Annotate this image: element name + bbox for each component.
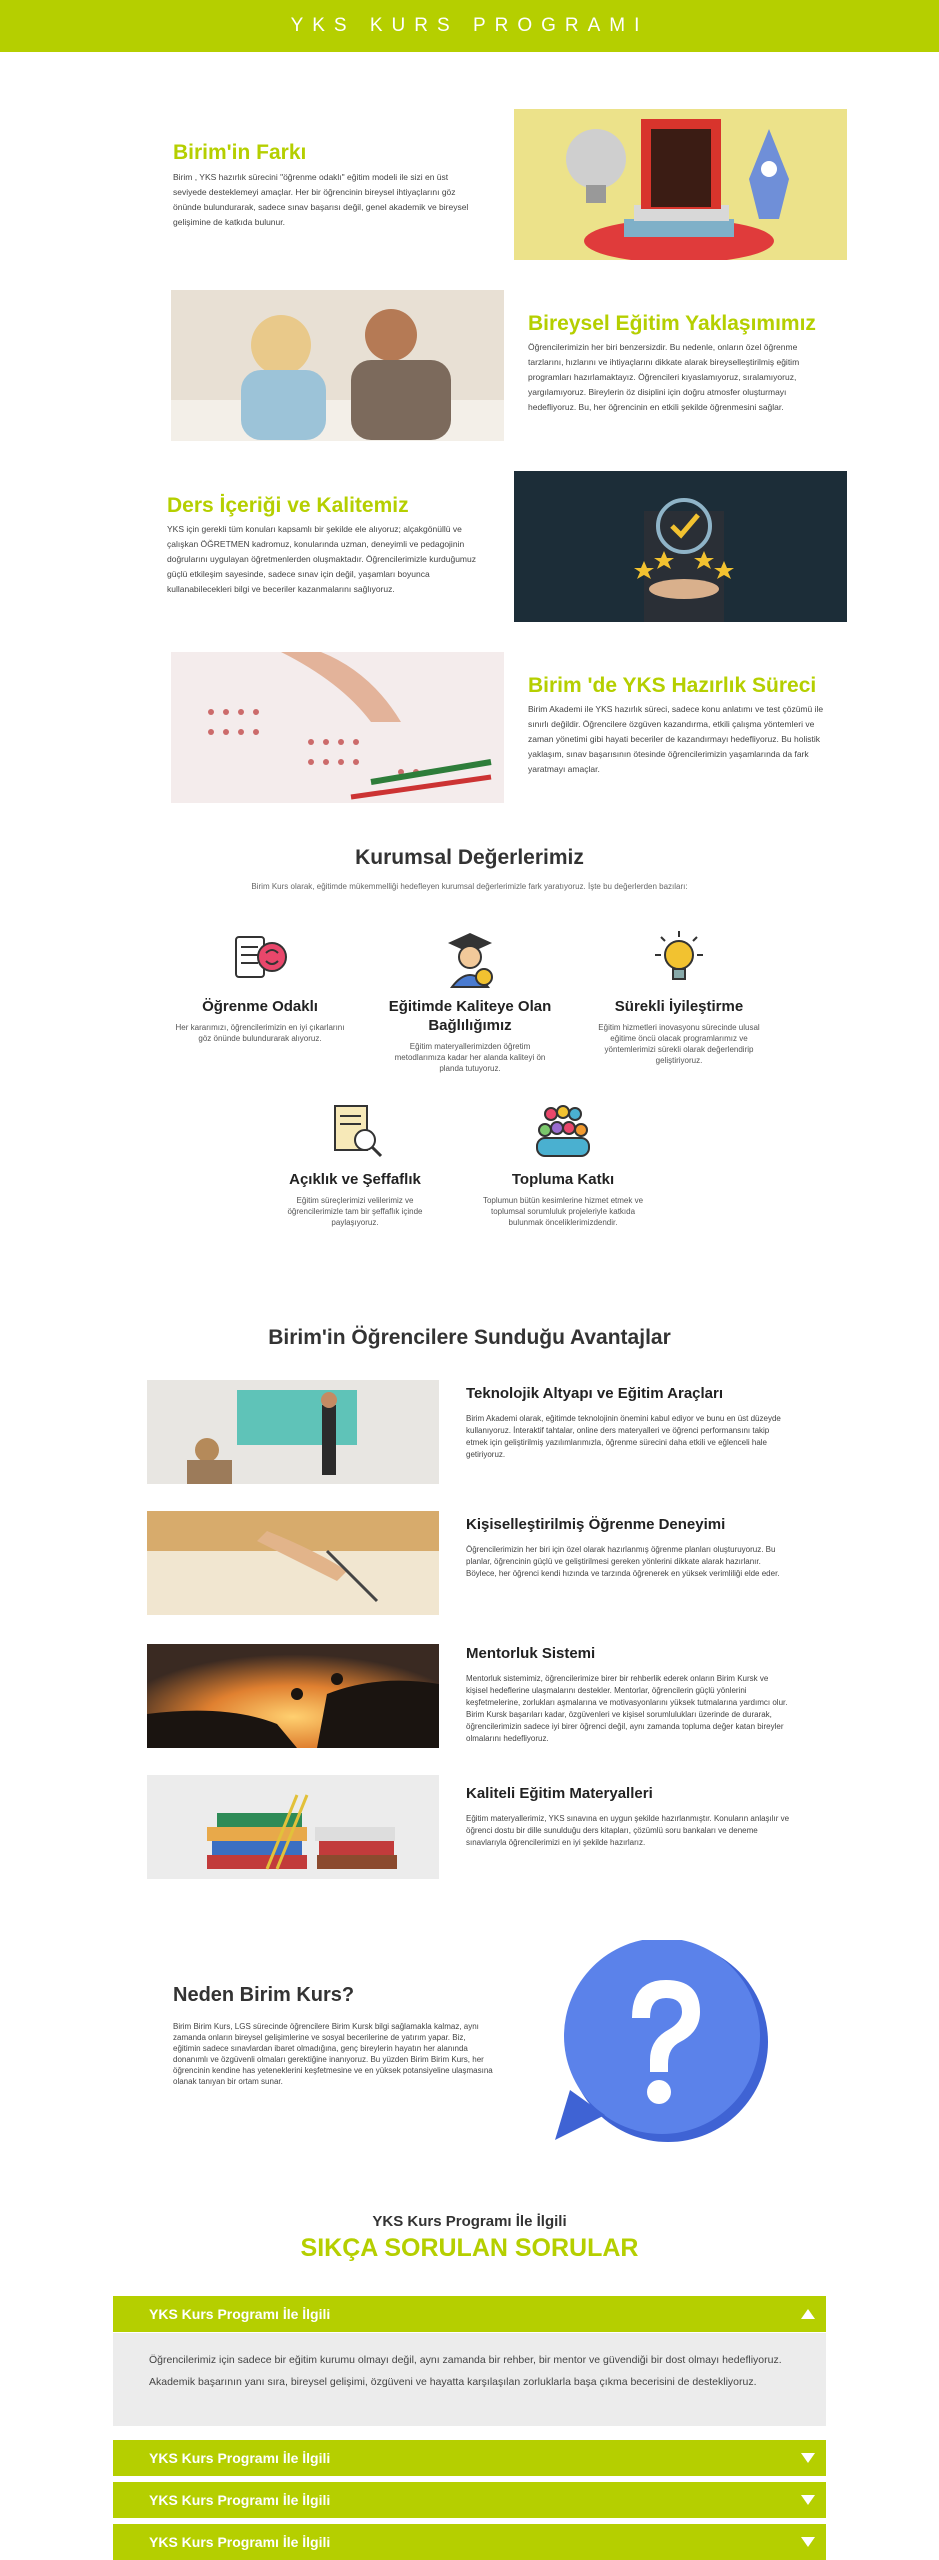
value-desc: Eğitim süreçlerimizi velilerimiz ve öğrencilerimizle tam bir şeffaflık içinde paylaşıyoruz. — [287, 1196, 423, 1227]
exam-sheet-photo — [171, 652, 504, 803]
advantage-text: Birim Akademi olarak, eğitimde teknolojinin önemini kabul ediyor ve bunu en üst düzeyde kullanıyoruz. İnteraktif tahtalar, online ders materyalleri ve öğrenci performansını takip etmek için geliştirilmiş yazılımlarımızla, öğrenme sürecini daha etkili ve eğlenceli hale getiriyoruz. — [466, 1414, 781, 1459]
lightbulb-icon — [647, 927, 711, 991]
chevron-down-icon[interactable] — [790, 2440, 826, 2476]
chevron-down-icon[interactable] — [790, 2482, 826, 2518]
faq-question-4[interactable] — [113, 2524, 826, 2560]
faq-question-3[interactable] — [113, 2482, 826, 2518]
value-card-community — [478, 1100, 648, 1228]
mentoring-silhouette-photo — [147, 1644, 439, 1748]
value-card-improvement — [594, 927, 764, 1066]
page-title: YKS KURS PROGRAMI — [290, 15, 649, 36]
value-title: Eğitimde Kaliteye Olan Bağlılığımız — [388, 998, 552, 1034]
faq-question-1[interactable] — [113, 2296, 826, 2332]
tutoring-photo — [171, 290, 504, 441]
values-subtitle: Birim Kurs olarak, eğitimde mükemmelliği hedefleyen kurumsal değerlerimizle fark yaratıyoruz. İşte bu değerlerden bazıları: — [251, 882, 688, 891]
quality-badge-photo — [514, 471, 847, 622]
feature-text-difference: Birim , YKS hazırlık sürecini "öğrenme odaklı" eğitim modeli ile sizi en üst seviyede desteklemeyi amaçlar. Her bir öğrencinin bireysel ihtiyaçlarını göz önünde bulundurarak, sadece sınav başarısı değil, genel akademik ve bireysel gelişimine de katkıda bulunur. — [173, 172, 469, 227]
advantage-title: Kişiselleştirilmiş Öğrenme Deneyimi — [466, 1516, 726, 1533]
value-card-transparency — [270, 1100, 440, 1228]
feature-title-difference: Birim'in Farkı — [173, 141, 307, 164]
door-rocket-illustration — [514, 109, 847, 260]
faq-answer-1: Öğrencilerimiz için sadece bir eğitim kurumu olmayı değil, aynı zamanda bir rehber, bir mentor ve güvendiği bir dost olmayı hedefliyoruz. Akademik başarının yanı sıra, bireysel gelişimi, özgüveni ve hayatta karşılaşılan zorluklarla başa çıkma becerisini de destekliyoruz. — [113, 2333, 826, 2426]
classroom-photo — [147, 1380, 439, 1484]
feature-title-content: Ders İçeriği ve Kalitemiz — [167, 494, 409, 517]
why-text: Birim Birim Kurs, LGS sürecinde öğrencilere Birim Kursk bilgi sağlamakla kalmaz, aynı zamanda onların bireysel gelişimlerine ve sosyal becerilerine de yatırım yapar. Biz, eğitimin sadece sınavlardan ibaret olmadığına, genç bireylerin hayatın her alanında donanımlı ve özgüvenli olmaları gerektiğine inanıyoruz. Bu yüzden Birim Birim Kurs, her öğrencinin kendine has yeteneklerini keşfetmesine ve en yüksek potansiyeline ulaşmasına olanak tanıyan bir ortam sunar. — [173, 2022, 493, 2086]
value-title: Sürekli İyileştirme — [614, 998, 744, 1015]
faq-question-label: YKS Kurs Programı İle İlgili — [149, 2534, 331, 2550]
feature-text-process: Birim Akademi ile YKS hazırlık süreci, sadece konu anlatımı ve test çözümü ile sınırlı değildir. Öğrencilere özgüven kazandırma, etkili çalışma yöntemleri ve zaman yönetimi gibi hayati beceriler de kazandırmayı hedefliyoruz. Bu holistik yaklaşım, sınav başarısının ötesinde öğrencilerimizin yaşamlarında da fark yaratmayı amaçlar. — [528, 704, 824, 774]
chevron-down-icon[interactable] — [790, 2524, 826, 2560]
faq-question-label: YKS Kurs Programı İle İlgili — [149, 2450, 331, 2466]
question-mark-illustration — [550, 1940, 770, 2145]
feature-text-content: YKS için gerekli tüm konuları kapsamlı bir şekilde ele alıyoruz; alçakgönüllü ve çalışkan ÖĞRETMEN kadromuz, konularında uzman, deneyimli ve pedagojinin doğrularını uygulayan öğretmenlerden oluşmaktadır. Öğrencilerimizle kurduğumuz güçlü etkileşim sayesinde, sadece sınav için değil, yaşamları boyunca kullanabilecekleri bilgi ve beceriler kazanmalarını sağlıyoruz. — [167, 524, 476, 594]
value-card-learning — [175, 927, 345, 1044]
faq-question-label: YKS Kurs Programı İle İlgili — [149, 2492, 331, 2508]
value-desc: Toplumun bütün kesimlerine hizmet etmek ve toplumsal sorumluluk projeleriyle katkıda bulunmak önceliklerimizdendir. — [482, 1196, 644, 1227]
values-title: Kurumsal Değerlerimiz — [355, 846, 584, 869]
brain-icon — [228, 927, 292, 991]
feature-title-individual: Bireysel Eğitim Yaklaşımımız — [528, 312, 816, 335]
document-search-icon — [323, 1100, 387, 1164]
value-card-quality — [385, 927, 555, 1074]
advantage-text: Öğrencilerimizin her biri için özel olarak hazırlanmış öğrenme planları oluşturuyoruz. Bu planlar, öğrencinin güçlü ve geliştirilmesi gereken yönlerini dikkate alarak hazırlanır. Böylece, her öğrenci kendi hızında ve tarzında öğrenerek en yüksek verimliliği elde eder. — [466, 1545, 780, 1578]
writing-photo — [147, 1511, 439, 1615]
value-title: Açıklık ve Şeffaflık — [289, 1171, 421, 1188]
feature-title-process: Birim 'de YKS Hazırlık Süreci — [528, 674, 817, 697]
faq-title: SIKÇA SORULAN SORULAR — [300, 2234, 639, 2262]
value-title: Öğrenme Odaklı — [202, 998, 318, 1015]
value-desc: Eğitim materyallerimizden öğretim metodlarımıza kadar her alanda kaliteyi ön planda tutuyoruz. — [394, 1042, 546, 1073]
advantage-text: Eğitim materyallerimiz, YKS sınavına en uygun şekilde hazırlanmıştır. Konuların anlaşılır ve öğrenci dostu bir dille sunulduğu ders kitapları, çözümlü soru bankaları ve deneme sınavlarıyla öğrencilerimizi en iyi şekilde hazırlarız. — [466, 1814, 790, 1847]
advantage-title: Kaliteli Eğitim Materyalleri — [466, 1785, 653, 1802]
books-photo — [147, 1775, 439, 1879]
faq-question-label: YKS Kurs Programı İle İlgili — [149, 2306, 331, 2322]
feature-text-individual: Öğrencilerimizin her biri benzersizdir. Bu nedenle, onların özel öğrenme tarzlarını, hızlarını ve ihtiyaçlarını dikkate alarak bireyselleştirilmiş eğitim programları hazırlamaktayız. Öğrencileri kıyaslamıyoruz, sıralamıyoruz, yargılamıyoruz. Bireylerin öz disiplini için doğru atmosfer oluşturmayı hedefliyoruz. Bu, her öğrencinin en etkili şekilde öğrenmesini sağlar. — [528, 342, 800, 412]
advantage-title: Teknolojik Altyapı ve Eğitim Araçları — [466, 1385, 724, 1402]
value-desc: Eğitim hizmetleri inovasyonu sürecinde ulusal eğitime öncü olacak programlarımız ve yöntemlerimizi sürekli olarak değerlendirip geliştiriyoruz. — [598, 1023, 760, 1065]
why-title: Neden Birim Kurs? — [173, 1984, 355, 2006]
value-title: Topluma Katkı — [511, 1171, 615, 1188]
value-desc: Her kararımızı, öğrencilerimizin en iyi çıkarlarını göz önünde bulundurarak alıyoruz. — [175, 1023, 345, 1043]
advantages-title: Birim'in Öğrencilere Sunduğu Avantajlar — [268, 1326, 671, 1349]
advantage-text: Mentorluk sistemimiz, öğrencilerimize birer bir rehberlik ederek onların Birim Kursk ve kişisel hedeflerine ulaşmalarını destekler. Mentorlar, öğrencilerin güçlü yönlerini keşfetmelerine, zorlukları aşmalarına ve motivasyonlarını yüksek tutmalarına yardımcı olur. Birim Kursk başarıları kadar, özgüvenleri ve kişisel sorumlulukları üzerinde de durarak, öğrencilerimizin sadece iyi birer öğrenci değil, aynı zamanda topluma değer katan bireyler olmalarını hedefliyoruz. — [466, 1674, 788, 1743]
chevron-up-icon[interactable] — [790, 2296, 826, 2332]
top-banner — [0, 0, 939, 52]
advantage-title: Mentorluk Sistemi — [466, 1645, 596, 1662]
faq-kicker: YKS Kurs Programı İle İlgili — [372, 2213, 567, 2230]
graduate-icon — [438, 927, 502, 991]
faq-question-2[interactable] — [113, 2440, 826, 2476]
community-icon — [531, 1100, 595, 1164]
